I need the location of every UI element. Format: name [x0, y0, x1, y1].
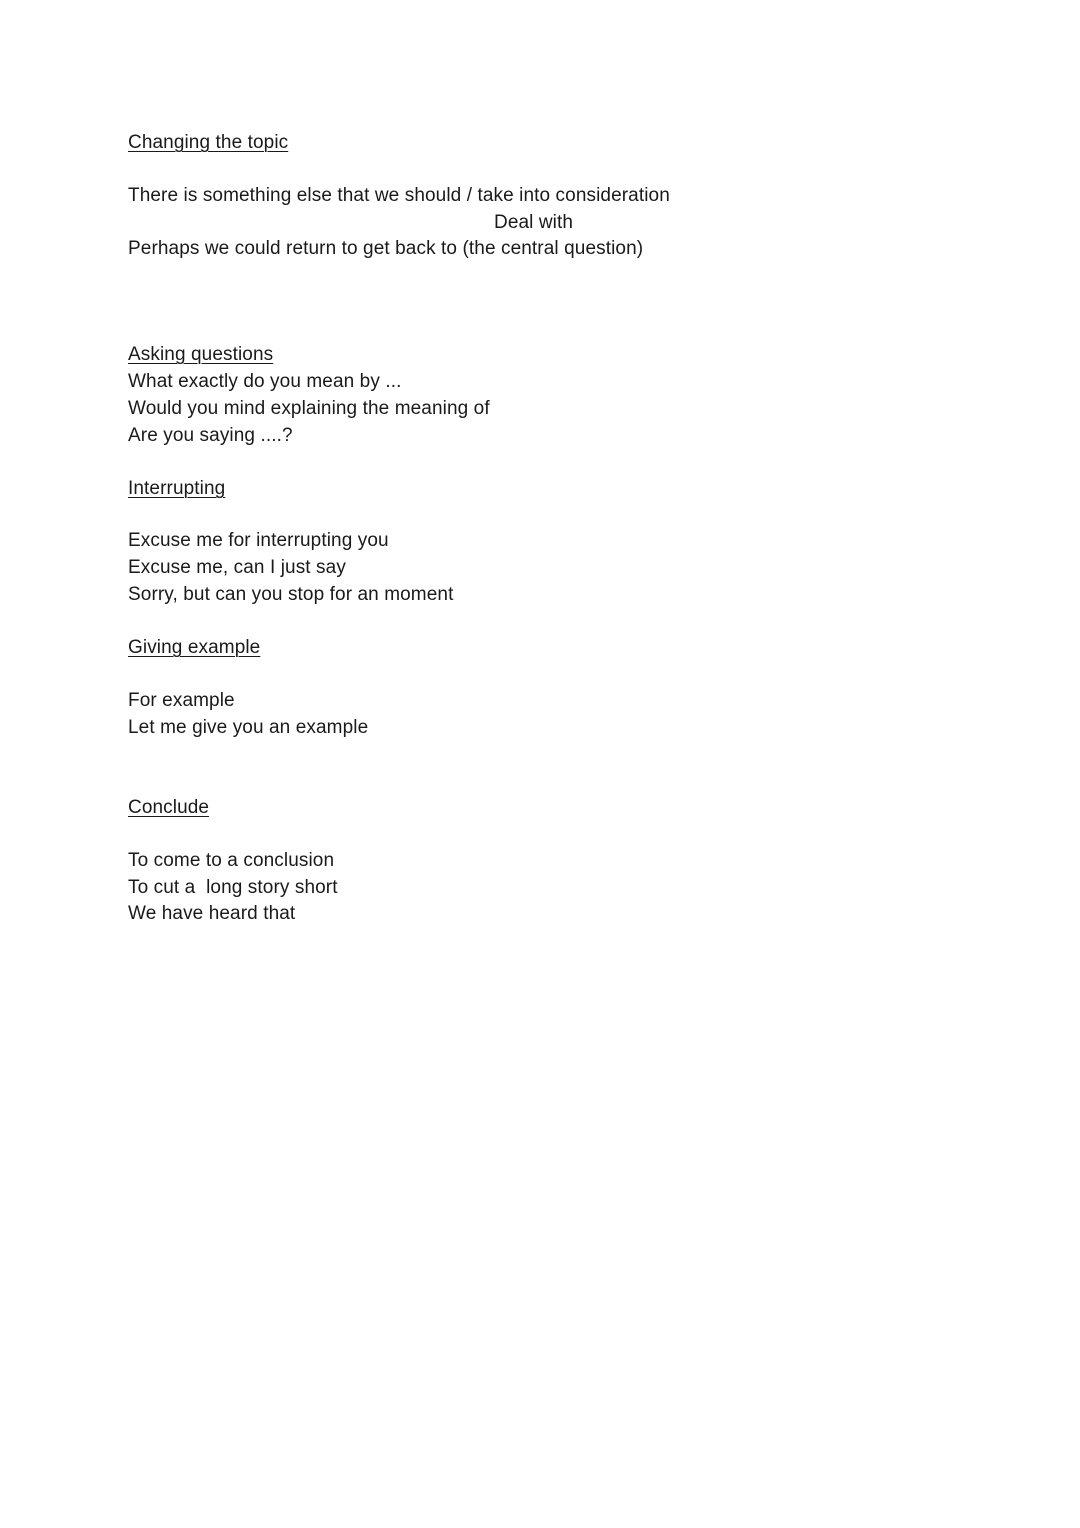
phrase-line: There is something else that we should / take into consideration: [128, 185, 670, 206]
section-heading-interrupting: Interrupting: [128, 478, 226, 499]
phrase-line: What exactly do you mean by ...: [128, 371, 402, 392]
section-heading-changing-topic: Changing the topic: [128, 132, 289, 153]
phrase-line: Sorry, but can you stop for an moment: [128, 584, 454, 605]
phrase-line: Excuse me for interrupting you: [128, 530, 389, 551]
phrase-line: For example: [128, 690, 235, 711]
phrase-line-alternative: Deal with: [494, 212, 574, 233]
phrase-line: Excuse me, can I just say: [128, 557, 346, 578]
section-heading-asking-questions: Asking questions: [128, 344, 274, 365]
phrase-line: To come to a conclusion: [128, 850, 335, 871]
phrase-line: Perhaps we could return to get back to (the central question): [128, 238, 644, 259]
phrase-line: Are you saying ....?: [128, 425, 293, 446]
phrase-line: Would you mind explaining the meaning of: [128, 398, 490, 419]
phrase-line: Let me give you an example: [128, 717, 369, 738]
phrase-line: We have heard that: [128, 903, 296, 924]
section-heading-conclude: Conclude: [128, 797, 210, 818]
phrase-line: To cut a long story short: [128, 877, 338, 898]
section-heading-giving-example: Giving example: [128, 637, 261, 658]
